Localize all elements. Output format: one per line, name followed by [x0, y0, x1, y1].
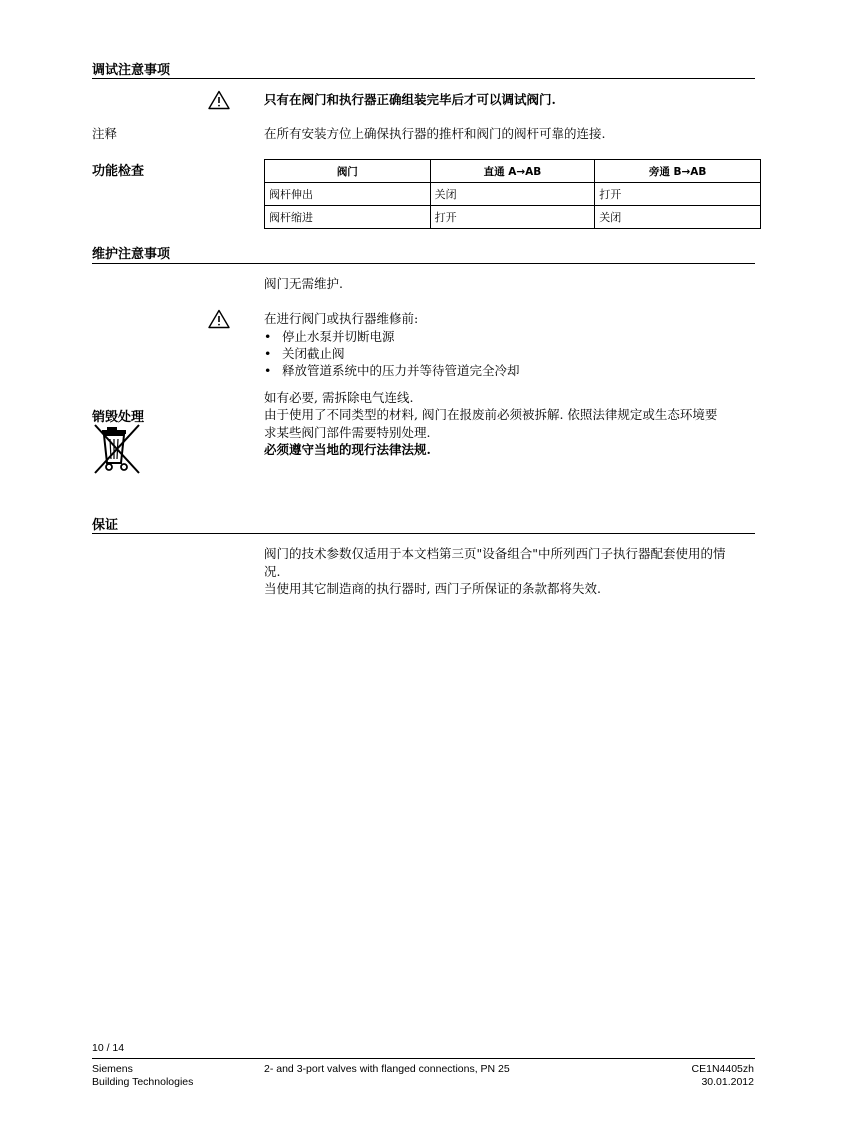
maintenance-after: 如有必要, 需拆除电气连线. — [264, 390, 414, 405]
table-cell: 阀杆缩进 — [265, 206, 431, 229]
table-cell: 打开 — [595, 183, 761, 206]
document-title: 2- and 3-port valves with flanged connections, PN 25 — [264, 1063, 510, 1075]
maintenance-steps-list — [264, 328, 520, 379]
list-item: • 释放管道系统中的压力并等待管道完全冷却 — [264, 362, 520, 379]
company-name: Siemens — [92, 1063, 133, 1075]
maintenance-warning-lead: 在进行阀门或执行器维修前: — [264, 311, 419, 326]
function-check-table — [264, 159, 761, 229]
note-label: 注释 — [92, 126, 118, 141]
crossed-bin-icon — [93, 423, 143, 475]
note-text: 在所有安装方位上确保执行器的推杆和阀门的阀杆可靠的连接. — [264, 126, 606, 141]
list-item: • 停止水泵并切断电源 — [264, 328, 520, 345]
section-divider — [92, 533, 755, 534]
document-date: 30.01.2012 — [701, 1076, 754, 1088]
table-cell: 关闭 — [430, 183, 595, 206]
table-cell: 阀杆伸出 — [265, 183, 431, 206]
warning-triangle-icon — [208, 90, 230, 110]
warranty-heading: 保证 — [92, 518, 119, 533]
footer-divider — [92, 1058, 755, 1059]
disposal-text-line2: 求某些阀门部件需要特别处理. — [264, 425, 431, 440]
table-header-cell: 旁通 B→AB — [595, 160, 761, 183]
disposal-text-line1: 由于使用了不同类型的材料, 阀门在报废前必须被拆解. 依照法律规定或生态环境要 — [264, 407, 718, 422]
disposal-legal-note: 必须遵守当地的现行法律法规. — [264, 442, 431, 457]
page-number: 10 / 14 — [92, 1042, 125, 1054]
table-header-cell: 直通 A→AB — [430, 160, 595, 183]
warranty-line1: 阀门的技术参数仅适用于本文档第三页"设备组合"中所列西门子执行器配套使用的情 — [264, 546, 726, 561]
table-header-row — [265, 160, 761, 183]
warranty-line3: 当使用其它制造商的执行器时, 西门子所保证的条款都将失效. — [264, 581, 601, 596]
list-item: • 关闭截止阀 — [264, 345, 520, 362]
maintenance-heading: 维护注意事项 — [92, 247, 171, 262]
table-row — [265, 183, 761, 206]
table-cell: 打开 — [430, 206, 595, 229]
section-divider — [92, 78, 755, 79]
commissioning-warning: 只有在阀门和执行器正确组装完毕后才可以调试阀门. — [264, 92, 556, 107]
company-division: Building Technologies — [92, 1076, 194, 1088]
table-row — [265, 206, 761, 229]
commissioning-heading: 调试注意事项 — [92, 63, 171, 78]
disposal-heading: 销毁处理 — [92, 410, 145, 425]
section-divider — [92, 263, 755, 264]
document-code: CE1N4405zh — [691, 1063, 754, 1075]
warning-triangle-icon — [208, 309, 230, 329]
function-check-heading: 功能检查 — [92, 164, 145, 179]
maintenance-intro: 阀门无需维护. — [264, 276, 343, 291]
table-cell: 关闭 — [595, 206, 761, 229]
warranty-line2: 况. — [264, 564, 281, 579]
table-header-cell: 阀门 — [265, 160, 431, 183]
